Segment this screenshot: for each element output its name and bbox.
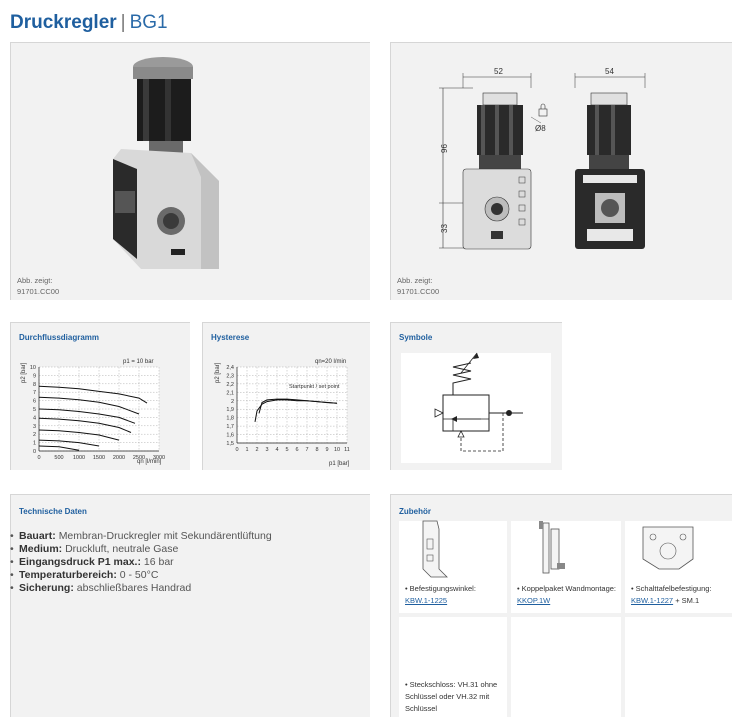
hys-xtick-label: 1 [245,447,249,453]
flow-ylabel: p2 [bar] [21,362,27,383]
accessory-link-2[interactable]: KKOP.1W [517,596,551,605]
hys-annotation: Startpunkt / set point [289,384,340,390]
flow-xtick-label: 2000 [112,455,126,461]
hys-xtick-label: 4 [275,447,279,453]
hys-xtick-label: 9 [325,447,329,453]
hysteresis-panel [202,322,370,470]
tech-item-temperature: • Temperaturbereich: 0 - 50°C [10,569,272,582]
dim-lower: 33 [440,224,449,233]
flow-xtick-label: 500 [54,455,64,461]
dim-hole: Ø8 [535,124,546,133]
flow-xtick-label: 0 [37,455,41,461]
hys-xlabel: p1 [bar] [329,461,350,467]
flow-xtick-label: 3000 [152,455,166,461]
accessory-tile-6 [625,617,732,717]
flow-ytick-label: 4 [32,415,36,422]
tech-data-list [10,530,272,595]
flow-ytick-label: 6 [32,398,36,405]
flow-ytick-label: 3 [32,423,36,430]
hys-ytick-label: 2,2 [226,381,234,388]
flow-diagram-panel [10,322,190,470]
hys-xtick-label: 6 [295,447,299,453]
hys-ytick-label: 1,6 [226,432,234,439]
hys-xtick-label: 3 [265,447,269,453]
panel-mount-image [639,523,699,573]
accessory-item-lock: • Steckschloss: VH.31 ohne Schlüssel oder VH.32 mit Schlüssel [405,680,498,713]
accessories-panel [390,494,732,717]
accessories-heading: Zubehör [399,507,431,516]
hys-ytick-label: 2,1 [226,390,234,397]
photo-caption-code: 91701.CC00 [17,287,60,296]
drawing-caption-label: Abb. zeigt: [397,276,433,285]
tech-item-medium: • Medium: Druckluft, neutrale Gase [10,543,272,556]
flow-chart [11,323,191,471]
title-separator: | [120,12,126,33]
flow-xlabel: qn [l/min] [137,459,162,465]
page-title [10,12,168,34]
tech-data-heading: Technische Daten [19,507,87,516]
flow-ytick-label: 2 [32,432,36,439]
hys-ytick-label: 1,7 [226,424,234,431]
hys-xtick-label: 5 [285,447,289,453]
hys-xtick-label: 2 [255,447,259,453]
accessory-item-2: • Koppelpaket Wandmontage: KKOP.1W [517,584,617,605]
flow-ytick-label: 9 [32,373,36,380]
product-photo-panel [10,42,370,300]
accessory-link-1[interactable]: KBW.1-1225 [405,596,448,605]
flow-ytick-label: 1 [32,440,36,447]
hys-ytick-label: 1,8 [226,415,234,422]
hys-ytick-label: 1,5 [226,441,234,447]
hys-xtick-label: 11 [344,447,350,453]
product-photo [101,49,301,269]
flow-diagram-heading: Durchflussdiagramm [19,333,100,342]
flow-ytick-label: 10 [29,365,36,371]
flow-ytick-label: 7 [32,390,36,397]
flow-ytick-label: 8 [32,381,36,388]
symbol-heading: Symbole [399,333,433,342]
hys-xtick-label: 0 [235,447,239,453]
flow-xtick-label: 1000 [72,455,86,461]
drawing-caption-code: 91701.CC00 [397,287,440,296]
flow-p1-label: p1 = 10 bar [123,359,154,365]
technical-drawing [391,43,731,263]
hys-xtick-label: 10 [333,447,341,453]
tech-data-panel [10,494,370,717]
mounting-bracket-image [417,519,457,579]
tech-item-type: • Bauart: Membran-Druckregler mit Sekundärentlüftung [10,530,272,543]
symbol-panel [390,322,562,470]
accessory-item-1: • Befestigungswinkel: KBW.1-1225 [405,584,476,605]
hysteresis-chart [203,323,371,471]
hys-ytick-label: 2,4 [226,365,234,371]
technical-drawing-panel [390,42,732,300]
flow-ytick-label: 5 [32,407,36,413]
accessory-item-3: • Schalttafelbefestigung: KBW.1-1227 + SM.1 [631,584,712,605]
dim-width-front: 52 [494,67,503,76]
hys-ytick-label: 1,9 [226,407,234,414]
hys-ytick-label: 2,3 [226,373,234,380]
pneumatic-symbol [391,349,563,469]
photo-caption-label: Abb. zeigt: [17,276,53,285]
hys-ytick-label: 2 [230,398,234,405]
dim-width-side: 54 [605,67,614,76]
accessory-link-3[interactable]: KBW.1-1227 [631,596,674,605]
title-main: Druckregler [10,12,117,33]
tech-item-safety: • Sicherung: abschließbares Handrad [10,582,272,595]
hys-qn-label: qn=20 l/min [315,359,347,365]
flow-xtick-label: 2500 [132,455,146,461]
hys-xtick-label: 8 [315,447,319,453]
accessory-tile-5 [511,617,621,717]
hys-xtick-label: 7 [305,447,309,453]
dim-height: 96 [440,144,449,153]
title-code: BG1 [129,12,168,33]
hys-ylabel: p2 [bar] [215,362,221,383]
flow-xtick-label: 1500 [92,455,106,461]
flow-ytick-label: 0 [32,449,36,455]
hysteresis-heading: Hysterese [211,333,250,342]
tech-item-pressure: • Eingangsdruck P1 max.: 16 bar [10,556,272,569]
wall-mount-kit-image [533,519,573,579]
